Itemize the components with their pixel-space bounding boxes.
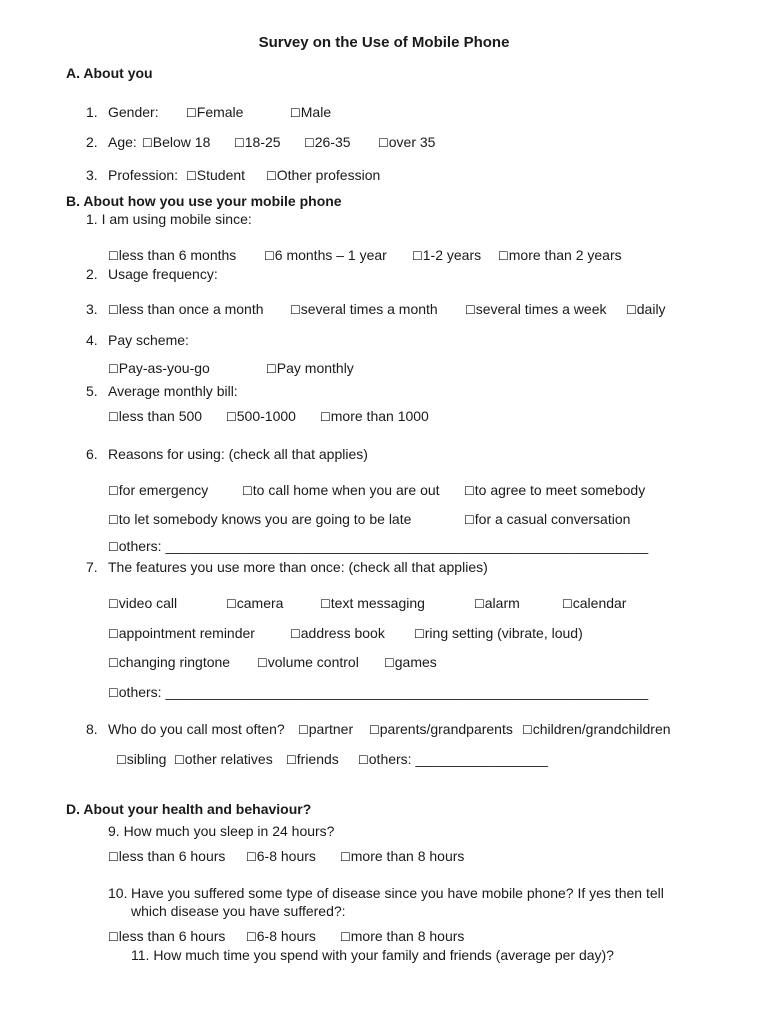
checkbox-icon[interactable]: ☐ <box>108 686 119 700</box>
question-label: Who do you call most often? <box>108 721 285 737</box>
checkbox-icon[interactable]: ☐ <box>242 484 253 498</box>
option-less-than-500[interactable]: ☐less than 500 <box>108 408 203 424</box>
checkbox-icon[interactable]: ☐ <box>369 723 380 737</box>
question-label: Usage frequency: <box>108 266 218 282</box>
checkbox-icon[interactable]: ☐ <box>246 850 257 864</box>
option-more-than-1000[interactable]: ☐more than 1000 <box>320 408 429 424</box>
checkbox-icon[interactable]: ☐ <box>290 106 301 120</box>
question-number: 4. <box>86 332 98 348</box>
checkbox-icon[interactable]: ☐ <box>186 106 197 120</box>
option-more-than-2-years[interactable]: ☐more than 2 years <box>498 247 622 263</box>
checkbox-icon[interactable]: ☐ <box>414 627 425 641</box>
checkbox-icon[interactable]: ☐ <box>298 723 309 737</box>
checkbox-icon[interactable]: ☐ <box>108 303 119 317</box>
question-number: 2. <box>86 266 98 282</box>
option-partner[interactable]: ☐partner <box>298 721 354 737</box>
checkbox-icon[interactable]: ☐ <box>108 627 119 641</box>
checkbox-icon[interactable]: ☐ <box>464 484 475 498</box>
option-changing-ringtone[interactable]: ☐changing ringtone <box>108 654 231 670</box>
section-d-heading: D. About your health and behaviour? <box>66 801 312 817</box>
option-alarm[interactable]: ☐alarm <box>474 595 520 611</box>
question-label: The features you use more than once: (check all that applies) <box>108 559 488 575</box>
option-student[interactable]: ☐Student <box>186 167 246 183</box>
checkbox-icon[interactable]: ☐ <box>266 362 277 376</box>
checkbox-icon[interactable]: ☐ <box>340 850 351 864</box>
question-number: 7. <box>86 559 98 575</box>
option-below-18[interactable]: ☐Below 18 <box>142 134 211 150</box>
option-other-profession[interactable]: ☐Other profession <box>266 167 381 183</box>
option-over-35[interactable]: ☐over 35 <box>378 134 436 150</box>
checkbox-icon[interactable]: ☐ <box>108 540 119 554</box>
option-male[interactable]: ☐Male <box>290 104 332 120</box>
option-ring-setting[interactable]: ☐ring setting (vibrate, loud) <box>414 625 583 641</box>
option-volume-control[interactable]: ☐volume control <box>257 654 359 670</box>
checkbox-icon[interactable]: ☐ <box>226 410 237 424</box>
option-daily[interactable]: ☐daily <box>626 301 666 317</box>
section-a-heading: A. About you <box>66 65 153 81</box>
option-pay-monthly[interactable]: ☐Pay monthly <box>266 360 354 376</box>
option-camera[interactable]: ☐camera <box>226 595 284 611</box>
section-b-heading: B. About how you use your mobile phone <box>66 193 342 209</box>
question-number: 1. <box>86 104 98 120</box>
option-disease-more-than-8[interactable]: ☐more than 8 hours <box>340 928 465 944</box>
checkbox-icon[interactable]: ☐ <box>498 249 509 263</box>
question-using-since: 1. I am using mobile since: <box>86 211 252 227</box>
option-call-home[interactable]: ☐to call home when you are out <box>242 482 440 498</box>
question-label: Age: <box>108 134 137 150</box>
checkbox-icon[interactable]: ☐ <box>186 169 197 183</box>
question-number: 3. <box>86 301 98 317</box>
page-title: Survey on the Use of Mobile Phone <box>258 34 510 51</box>
option-going-to-be-late[interactable]: ☐to let somebody knows you are going to be late <box>108 511 412 527</box>
option-call-others[interactable]: ☐others: _________________ <box>358 751 548 767</box>
option-several-times-a-week[interactable]: ☐several times a week <box>465 301 607 317</box>
checkbox-icon[interactable]: ☐ <box>108 656 119 670</box>
checkbox-icon[interactable]: ☐ <box>522 723 533 737</box>
option-reasons-others[interactable]: ☐others: ______________________________________________________________ <box>108 538 649 554</box>
option-other-relatives[interactable]: ☐other relatives <box>174 751 273 767</box>
checkbox-icon[interactable]: ☐ <box>246 930 257 944</box>
question-number: 10. <box>108 885 128 901</box>
checkbox-icon[interactable]: ☐ <box>108 597 119 611</box>
option-500-1000[interactable]: ☐500-1000 <box>226 408 296 424</box>
question-family-time: 11. How much time you spend with your family and friends (average per day)? <box>131 947 614 963</box>
checkbox-icon[interactable]: ☐ <box>474 597 485 611</box>
checkbox-icon[interactable]: ☐ <box>384 656 395 670</box>
checkbox-icon[interactable]: ☐ <box>108 850 119 864</box>
option-address-book[interactable]: ☐address book <box>290 625 385 641</box>
checkbox-icon[interactable]: ☐ <box>226 597 237 611</box>
checkbox-icon[interactable]: ☐ <box>626 303 637 317</box>
checkbox-icon[interactable]: ☐ <box>358 753 369 767</box>
checkbox-icon[interactable]: ☐ <box>412 249 423 263</box>
checkbox-icon[interactable]: ☐ <box>464 513 475 527</box>
checkbox-icon[interactable]: ☐ <box>108 930 119 944</box>
checkbox-icon[interactable]: ☐ <box>234 136 245 150</box>
option-26-35[interactable]: ☐26-35 <box>304 134 351 150</box>
option-several-times-a-month[interactable]: ☐several times a month <box>290 301 438 317</box>
question-number: 6. <box>86 446 98 462</box>
option-casual-conversation[interactable]: ☐for a casual conversation <box>464 511 631 527</box>
checkbox-icon[interactable]: ☐ <box>465 303 476 317</box>
option-for-emergency[interactable]: ☐for emergency <box>108 482 209 498</box>
option-pay-as-you-go[interactable]: ☐Pay-as-you-go <box>108 360 210 376</box>
question-number: 3. <box>86 167 98 183</box>
checkbox-icon[interactable]: ☐ <box>286 753 297 767</box>
option-appointment-reminder[interactable]: ☐appointment reminder <box>108 625 255 641</box>
question-label: Pay scheme: <box>108 332 189 348</box>
checkbox-icon[interactable]: ☐ <box>108 484 119 498</box>
checkbox-icon[interactable]: ☐ <box>174 753 185 767</box>
option-6-months-1-year[interactable]: ☐6 months – 1 year <box>264 247 387 263</box>
checkbox-icon[interactable]: ☐ <box>562 597 573 611</box>
checkbox-icon[interactable]: ☐ <box>108 410 119 424</box>
checkbox-icon[interactable]: ☐ <box>290 303 301 317</box>
checkbox-icon[interactable]: ☐ <box>116 753 127 767</box>
checkbox-icon[interactable]: ☐ <box>257 656 268 670</box>
option-meet-somebody[interactable]: ☐to agree to meet somebody <box>464 482 646 498</box>
checkbox-icon[interactable]: ☐ <box>108 513 119 527</box>
checkbox-icon[interactable]: ☐ <box>304 136 315 150</box>
option-sleep-less-than-6[interactable]: ☐less than 6 hours <box>108 848 226 864</box>
checkbox-icon[interactable]: ☐ <box>378 136 389 150</box>
question-label: Gender: <box>108 104 159 120</box>
checkbox-icon[interactable]: ☐ <box>108 249 119 263</box>
option-calendar[interactable]: ☐calendar <box>562 595 627 611</box>
option-disease-less-than-6[interactable]: ☐less than 6 hours <box>108 928 226 944</box>
option-1-2-years[interactable]: ☐1-2 years <box>412 247 482 263</box>
checkbox-icon[interactable]: ☐ <box>320 410 331 424</box>
option-sibling[interactable]: ☐sibling <box>116 751 167 767</box>
option-less-than-6-months[interactable]: ☐less than 6 months <box>108 247 237 263</box>
option-video-call[interactable]: ☐video call <box>108 595 178 611</box>
question-label: Have you suffered some type of disease since you have mobile phone? If yes then tell <box>131 885 664 901</box>
option-parents-grandparents[interactable]: ☐parents/grandparents <box>369 721 513 737</box>
question-label: Reasons for using: (check all that applies) <box>108 446 368 462</box>
checkbox-icon[interactable]: ☐ <box>108 362 119 376</box>
checkbox-icon[interactable]: ☐ <box>340 930 351 944</box>
option-friends[interactable]: ☐friends <box>286 751 339 767</box>
question-sleep: 9. How much you sleep in 24 hours? <box>108 823 335 839</box>
question-number: 5. <box>86 383 98 399</box>
option-less-than-once-a-month[interactable]: ☐less than once a month <box>108 301 264 317</box>
option-text-messaging[interactable]: ☐text messaging <box>320 595 425 611</box>
option-features-others[interactable]: ☐others: ______________________________________________________________ <box>108 684 649 700</box>
option-sleep-more-than-8[interactable]: ☐more than 8 hours <box>340 848 465 864</box>
checkbox-icon[interactable]: ☐ <box>264 249 275 263</box>
option-female[interactable]: ☐Female <box>186 104 244 120</box>
checkbox-icon[interactable]: ☐ <box>142 136 153 150</box>
checkbox-icon[interactable]: ☐ <box>266 169 277 183</box>
option-games[interactable]: ☐games <box>384 654 437 670</box>
question-number: 2. <box>86 134 98 150</box>
option-18-25[interactable]: ☐18-25 <box>234 134 281 150</box>
option-children-grandchildren[interactable]: ☐children/grandchildren <box>522 721 671 737</box>
option-sleep-6-8[interactable]: ☐6-8 hours <box>246 848 316 864</box>
question-label: Average monthly bill: <box>108 383 238 399</box>
option-disease-6-8[interactable]: ☐6-8 hours <box>246 928 316 944</box>
question-label: Profession: <box>108 167 179 183</box>
checkbox-icon[interactable]: ☐ <box>320 597 331 611</box>
checkbox-icon[interactable]: ☐ <box>290 627 301 641</box>
question-disease-line-2: which disease you have suffered?: <box>131 903 346 919</box>
question-number: 8. <box>86 721 98 737</box>
